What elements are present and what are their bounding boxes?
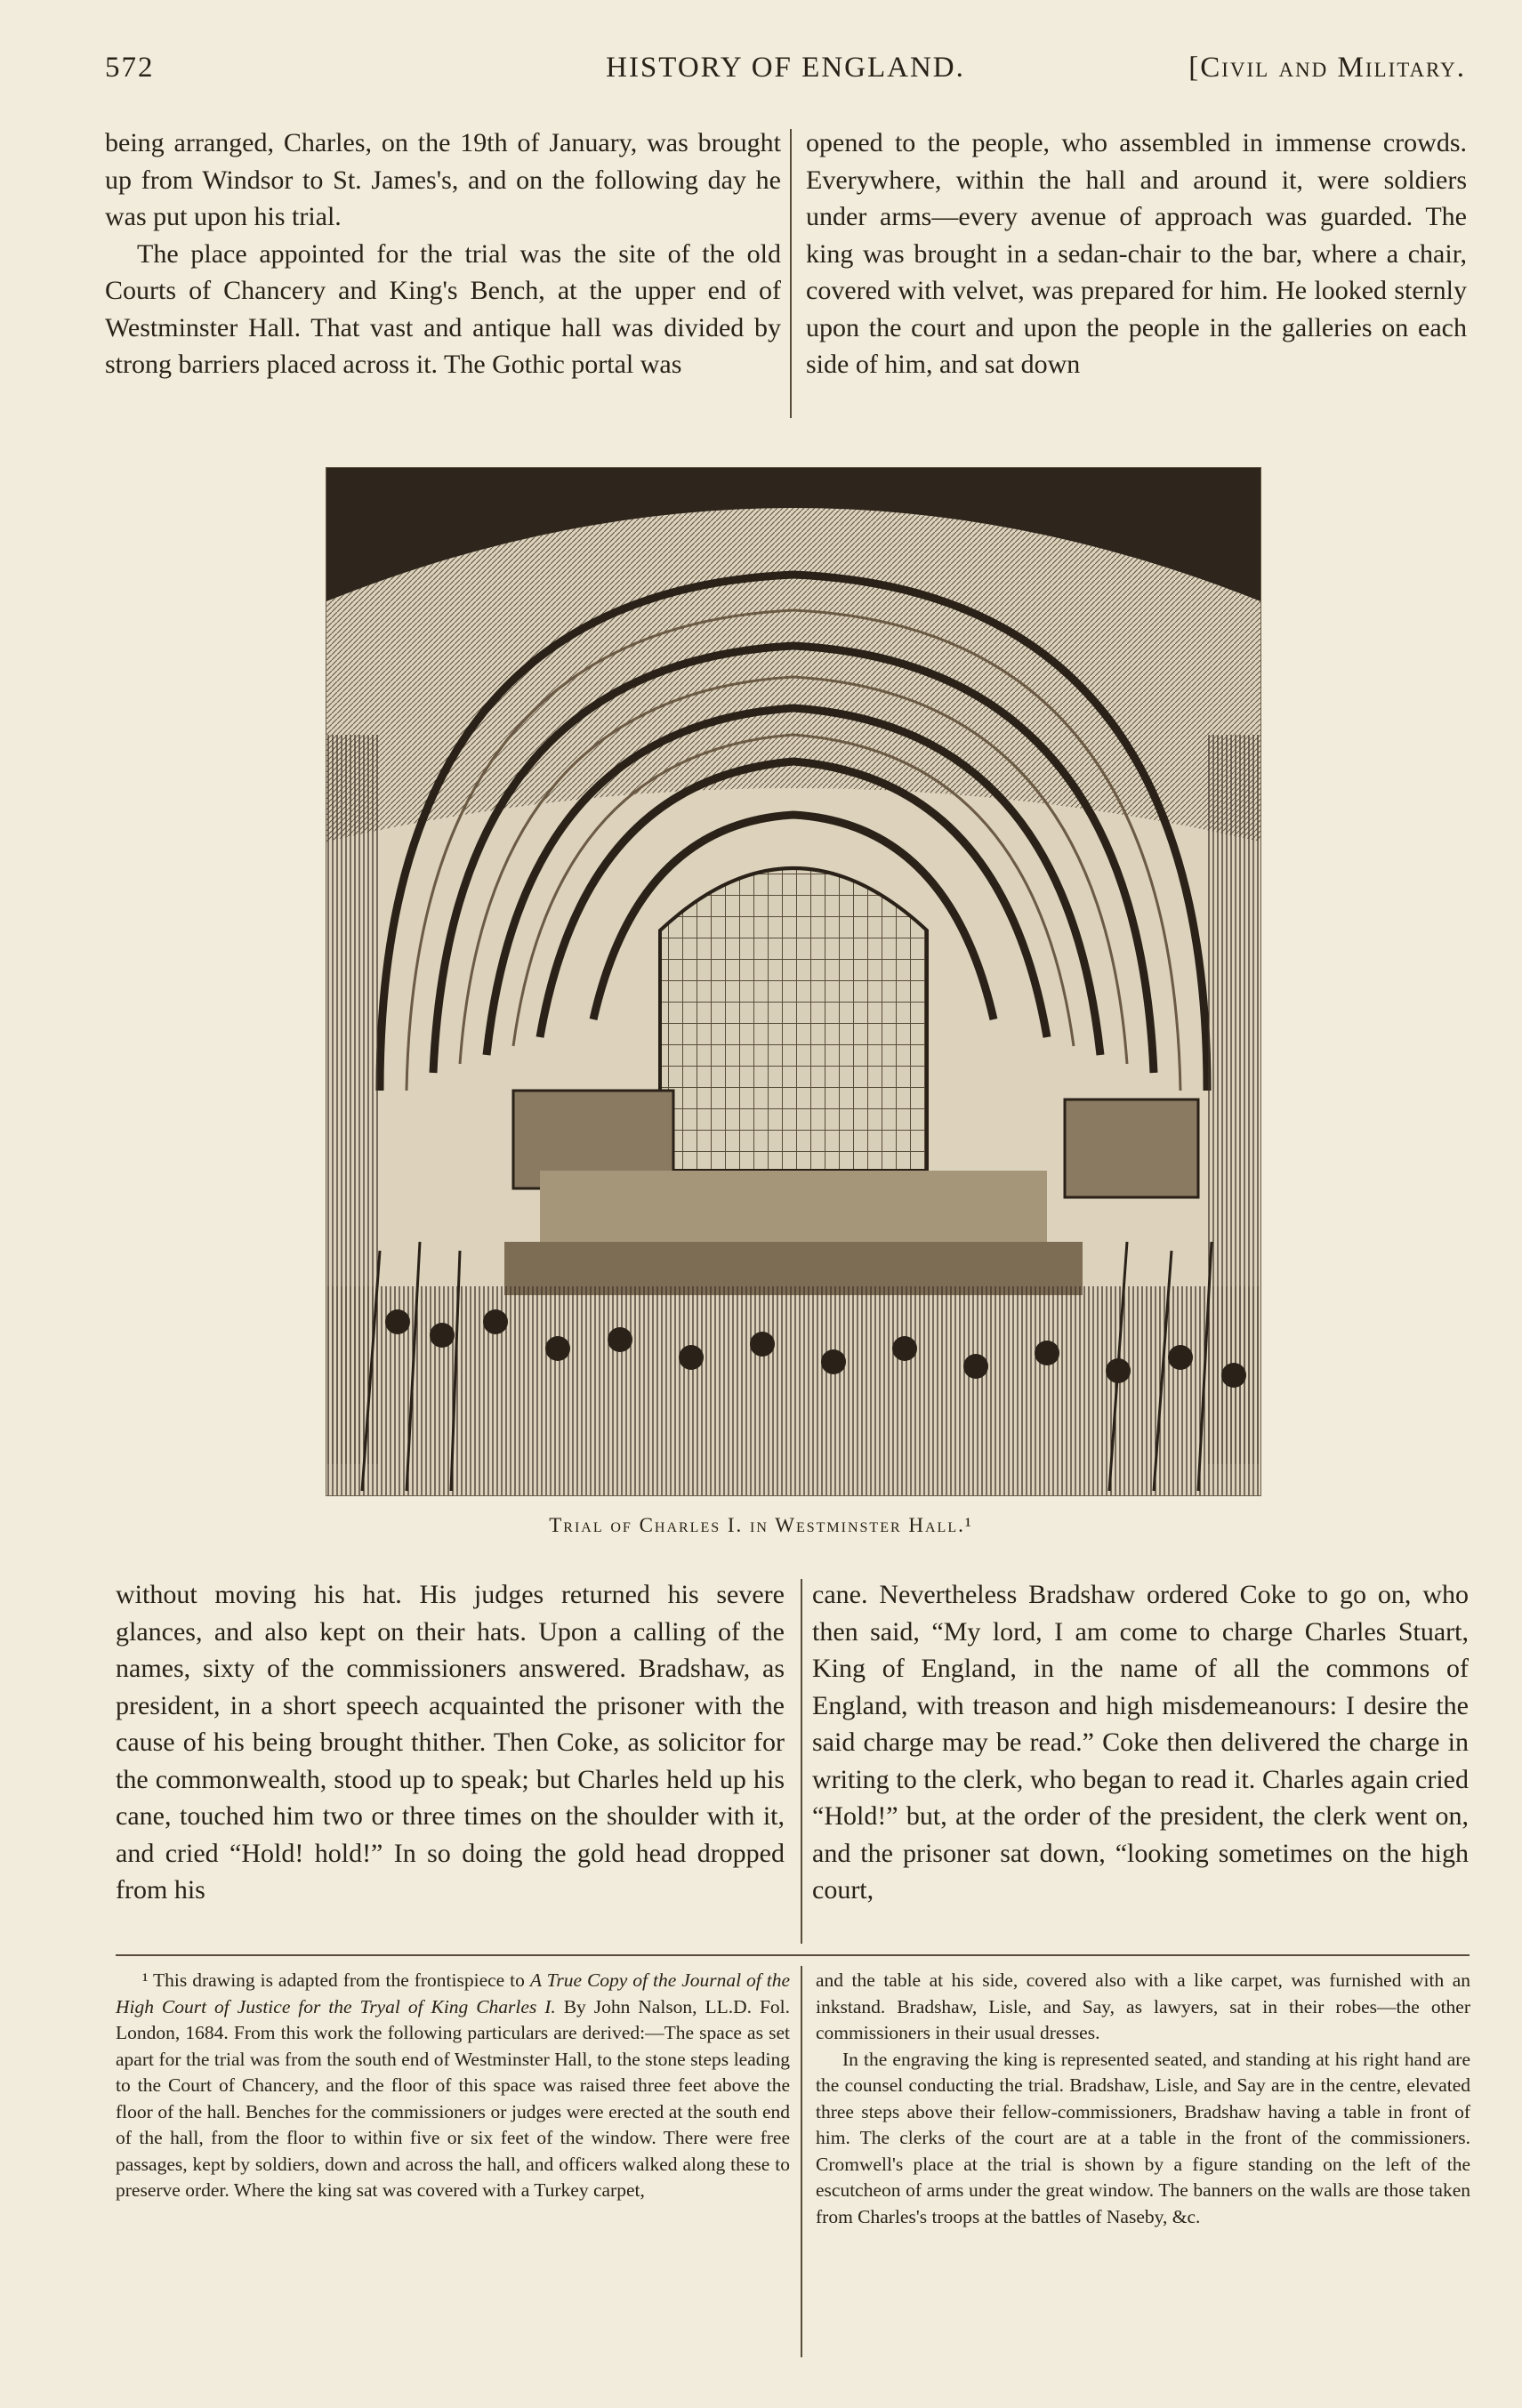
section-label: [Civil and Military. (1188, 52, 1466, 84)
bottom-left-column (116, 1576, 785, 1909)
page-number: 572 (105, 52, 155, 84)
paragraph: being arranged, Charles, on the 19th of January, was brought up from Windsor to St. James's, and on the following day he was put upon his trial. (105, 128, 781, 231)
footnote-body: By John Nalson, LL.D. Fol. London, 1684. From this work the following particulars are derived:—The space as set apart for the trial was from the south end of Westminster Hall, to the stone steps leading to the Court of Chancery, and the floor of this space was raised three feet above the floor of the hall. Benches for the commissioners or judges were erected at the south end of the hall, from the floor to within five or six feet of the window. There were free passages, kept by soldiers, down and across the hall, and officers walked along these to preserve order. Where the king sat was covered with a Turkey carpet, (116, 1995, 791, 2201)
paragraph: cane. Nevertheless Bradshaw ordered Coke to go on, who then said, “My lord, I am come to charge Charles Stuart, King of England, in the name of all the commons of England, with treason and high misdemeanours: I desire the said charge may be read.” Coke then delivered the charge in writing to the clerk, who began to read it. Charles again cried “Hold!” but, at the order of the president, the clerk went on, and the prisoner sat down, “looking sometimes on the high court, (812, 1580, 1469, 1905)
footnote-separator (116, 1954, 1470, 1956)
bottom-right-column (812, 1576, 1469, 1909)
figure-caption: Trial of Charles I. in Westminster Hall.¹ (549, 1514, 973, 1536)
column-divider (801, 1579, 802, 1944)
top-left-column (105, 125, 781, 383)
footnote-paragraph: and the table at his side, covered also with a like carpet, was furnished with an inkstand. Bradshaw, Lisle, and Say, as lawyers, sat in their robes—the other commissioners in their usual dresses. (816, 1969, 1470, 2043)
running-header (105, 52, 1466, 96)
paragraph: opened to the people, who assembled in immense crowds. Everywhere, within the hall and around it, were soldiers under arms—every avenue of approach was guarded. The king was brought in a sedan-chair to the bar, where a chair, covered with velvet, was prepared for him. He looked sternly upon the court and upon the people in the galleries on each side of him, and sat down (806, 128, 1467, 379)
paragraph: The place appointed for the trial was the site of the old Courts of Chancery and King's Bench, at the upper end of Westminster Hall. That vast and antique hall was divided by strong barriers placed across it. The Gothic portal was (105, 238, 781, 379)
engraving-westminster-hall (326, 467, 1261, 1496)
footnote-right-column (816, 1968, 1470, 2230)
footnote-paragraph (116, 1968, 790, 2204)
footnote-left-column (116, 1968, 790, 2204)
footnote-paragraph: In the engraving the king is represented seated, and standing at his right hand are the counsel conducting the trial. Bradshaw, Lisle, and Say are in the centre, elevated three steps above their fellow-commissioners, Bradshaw having a table in front of him. The clerks of the court are at a table in the front of the commissioners. Cromwell's place at the trial is shown by a figure standing on the left of the escutcheon of arms under the great window. The banners on the walls are those taken from Charles's troops at the battles of Naseby, &c. (816, 2048, 1470, 2227)
running-title: HISTORY OF ENGLAND. (606, 52, 965, 84)
paragraph: without moving his hat. His judges returned his severe glances, and also kept on their hats. Upon a calling of the names, sixty of the commissioners answered. Bradshaw, as president, in a short speech acquainted the prisoner with the cause of his being brought thither. Then Coke, as solicitor for the commonwealth, stood up to speak; but Charles held up his cane, touched him two or three times on the shoulder with it, and cried “Hold! hold!” In so doing the gold head dropped from his (116, 1580, 785, 1905)
column-divider (790, 129, 792, 418)
footnote-source-title: A True Copy of the Journal of the High Court of Justice for the Tryal of King Charles I. (116, 1969, 790, 2017)
footnote-divider (801, 1966, 802, 2357)
top-right-column (806, 125, 1467, 383)
footnote-lead: This drawing is adapted from the frontispiece to (153, 1969, 525, 1991)
footnote-marker: ¹ (142, 1969, 149, 1991)
engraving-illustration (326, 468, 1260, 1495)
